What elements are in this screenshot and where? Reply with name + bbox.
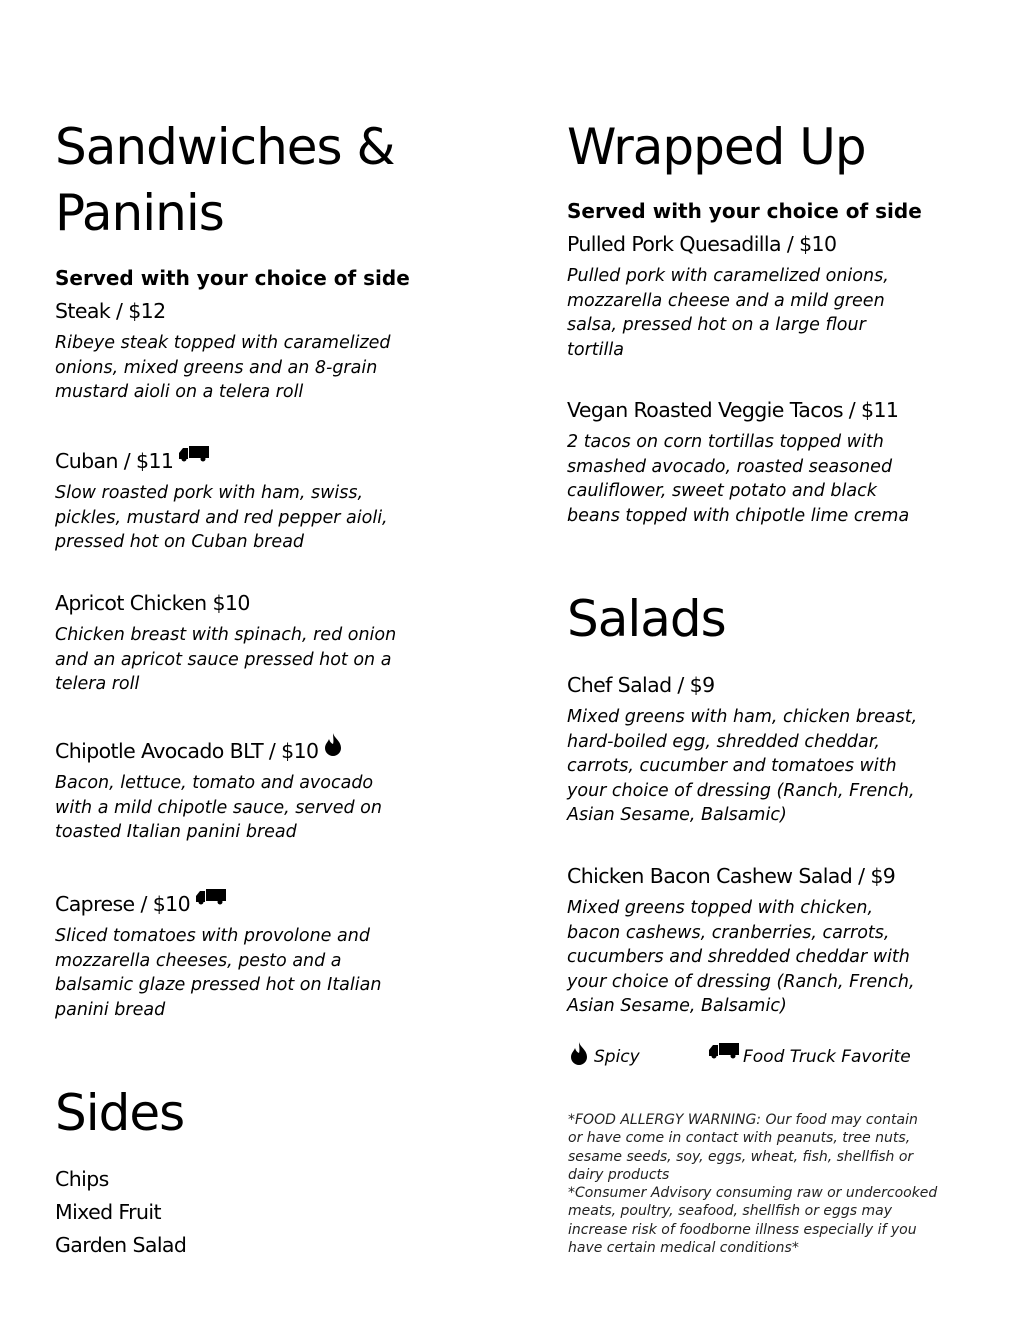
description-line: Ribeye steak topped with caramelized bbox=[55, 333, 391, 353]
description-line: 2 tacos on corn tortillas topped with bbox=[567, 432, 884, 452]
description-line: mozzarella cheeses, pesto and a bbox=[55, 950, 342, 971]
menu-item-title bbox=[55, 738, 382, 764]
description-line: beans topped with chipotle lime crema bbox=[567, 505, 910, 526]
menu-item-name: Chipotle Avocado BLT / $10 bbox=[55, 739, 319, 763]
menu-item-title bbox=[55, 891, 381, 917]
menu-item-name: Chef Salad / $9 bbox=[567, 673, 715, 697]
description-line: onions, mixed greens and an 8-grain bbox=[55, 357, 378, 378]
description-line: balsamic glaze pressed hot on Italian bbox=[55, 975, 382, 995]
served-note: Served with your choice of side bbox=[55, 266, 410, 290]
description-line: your choice of dressing (Ranch, French, bbox=[567, 780, 915, 801]
section-heading-salads: Salads bbox=[567, 590, 726, 648]
menu-item-name: Caprese / $10 bbox=[55, 892, 191, 916]
menu-item-title bbox=[567, 231, 889, 257]
section-heading-sides: Sides bbox=[55, 1084, 185, 1142]
menu-item-name: Pulled Pork Quesadilla / $10 bbox=[567, 232, 837, 256]
description-line: Mixed greens topped with chicken, bbox=[567, 898, 874, 918]
served-note: Served with your choice of side bbox=[567, 199, 922, 223]
warning-line: meats, poultry, seafood, shellfish or eggs may bbox=[568, 1203, 893, 1220]
description-line: hard-boiled egg, shredded cheddar, bbox=[567, 731, 880, 752]
menu-item-name: Vegan Roasted Veggie Tacos / $11 bbox=[567, 398, 899, 422]
warning-line: or have come in contact with peanuts, tree nuts, bbox=[568, 1130, 911, 1147]
menu-item bbox=[567, 397, 909, 528]
description-line: pickles, mustard and red pepper aioli, bbox=[55, 507, 388, 528]
menu-item bbox=[55, 590, 396, 697]
menu-item bbox=[567, 863, 915, 1019]
side-item: Chips bbox=[55, 1167, 109, 1191]
description-line: mustard aioli on a telera roll bbox=[55, 382, 304, 402]
warning-line: increase risk of foodborne illness especially if you bbox=[568, 1221, 917, 1238]
description-line: Sliced tomatoes with provolone and bbox=[55, 926, 370, 946]
menu-item-description bbox=[567, 705, 917, 828]
menu-item-name: Steak / $12 bbox=[55, 299, 166, 323]
description-line: Bacon, lettuce, tomato and avocado bbox=[55, 773, 374, 793]
allergy-warning bbox=[568, 1111, 937, 1257]
description-line: and an apricot sauce pressed hot on a bbox=[55, 649, 392, 670]
menu-item-title bbox=[55, 448, 388, 474]
legend-label: Food Truck Favorite bbox=[743, 1047, 911, 1067]
description-line: telera roll bbox=[55, 674, 140, 694]
description-line: Asian Sesame, Balsamic) bbox=[567, 996, 787, 1016]
description-line: smashed avocado, roasted seasoned bbox=[567, 456, 893, 477]
description-line: cauliflower, sweet potato and black bbox=[567, 481, 877, 501]
heading-line: Sandwiches & bbox=[55, 118, 395, 176]
menu-item-name: Apricot Chicken $10 bbox=[55, 591, 250, 615]
menu-item bbox=[55, 738, 382, 845]
menu-item-description bbox=[567, 896, 915, 1019]
warning-line: sesame seeds, soy, eggs, wheat, fish, shellfish or bbox=[568, 1148, 914, 1165]
menu-item-description bbox=[567, 264, 889, 362]
sides-list bbox=[55, 1163, 186, 1262]
side-item: Garden Salad bbox=[55, 1233, 187, 1257]
description-line: your choice of dressing (Ranch, French, bbox=[567, 971, 915, 992]
side-item: Mixed Fruit bbox=[55, 1200, 161, 1224]
description-line: Slow roasted pork with ham, swiss, bbox=[55, 483, 364, 503]
flame-icon bbox=[570, 1041, 590, 1072]
description-line: salsa, pressed hot on a large flour bbox=[567, 315, 866, 335]
menu-item bbox=[567, 672, 917, 828]
warning-line: dairy products bbox=[568, 1166, 670, 1183]
section-heading-wrapped-up: Wrapped Up bbox=[567, 118, 866, 176]
description-line: pressed hot on Cuban bread bbox=[55, 532, 305, 552]
legend-label: Spicy bbox=[594, 1047, 640, 1067]
truck-icon bbox=[709, 1043, 739, 1064]
menu-item-title bbox=[567, 863, 915, 889]
flame-icon bbox=[324, 732, 344, 764]
menu-item-description bbox=[55, 481, 388, 555]
description-line: toasted Italian panini bread bbox=[55, 822, 297, 842]
warning-line: *FOOD ALLERGY WARNING: Our food may contain bbox=[568, 1112, 918, 1128]
truck-icon bbox=[179, 442, 209, 468]
description-line: tortilla bbox=[567, 339, 624, 360]
description-line: cucumbers and shredded cheddar with bbox=[567, 947, 910, 967]
menu-item bbox=[55, 298, 391, 405]
description-line: mozzarella cheese and a mild green bbox=[567, 290, 885, 311]
description-line: Asian Sesame, Balsamic) bbox=[567, 805, 787, 825]
warning-line: *Consumer Advisory consuming raw or undercooked bbox=[568, 1185, 938, 1202]
menu-item bbox=[55, 891, 381, 1022]
warning-line: have certain medical conditions* bbox=[568, 1240, 799, 1257]
menu-item-name: Chicken Bacon Cashew Salad / $9 bbox=[567, 864, 896, 888]
section-heading-sandwiches bbox=[55, 114, 394, 246]
description-line: bacon cashews, cranberries, carrots, bbox=[567, 922, 890, 943]
description-line: panini bread bbox=[55, 999, 166, 1020]
menu-item bbox=[55, 448, 388, 555]
menu-item-title bbox=[567, 672, 917, 698]
menu-item-description bbox=[567, 430, 909, 528]
legend-spicy bbox=[570, 1041, 640, 1072]
legend-truck bbox=[709, 1043, 911, 1067]
menu-item-description bbox=[55, 331, 391, 405]
truck-icon bbox=[196, 885, 226, 911]
menu-item-description bbox=[55, 924, 381, 1022]
description-line: with a mild chipotle sauce, served on bbox=[55, 797, 382, 818]
description-line: Mixed greens with ham, chicken breast, bbox=[567, 707, 918, 727]
description-line: carrots, cucumber and tomatoes with bbox=[567, 756, 897, 776]
menu-item bbox=[567, 231, 889, 362]
description-line: Chicken breast with spinach, red onion bbox=[55, 625, 397, 645]
description-line: Pulled pork with caramelized onions, bbox=[567, 266, 889, 286]
menu-item-title bbox=[567, 397, 909, 423]
menu-item-title bbox=[55, 590, 396, 616]
heading-line: Paninis bbox=[55, 184, 224, 242]
menu-item-title bbox=[55, 298, 391, 324]
menu-item-description bbox=[55, 771, 382, 845]
menu-item-name: Cuban / $11 bbox=[55, 449, 174, 473]
menu-item-description bbox=[55, 623, 396, 697]
